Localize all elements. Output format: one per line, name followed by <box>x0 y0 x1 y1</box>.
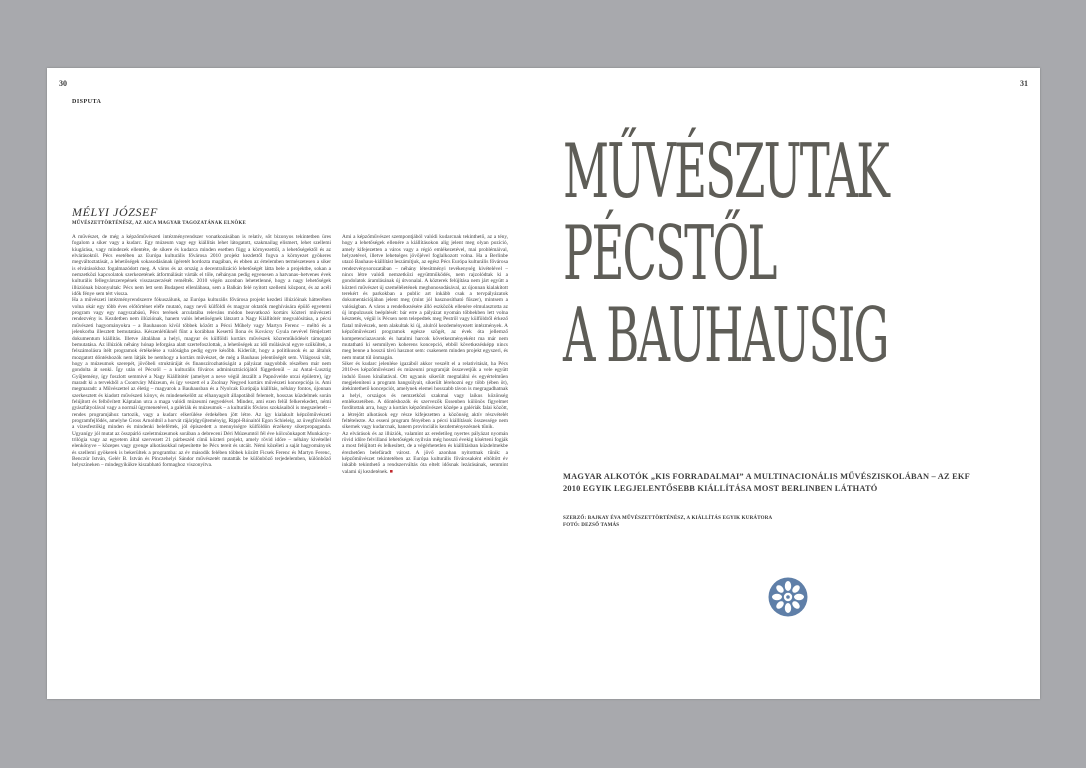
title-line: MŰVÉSZUTAK <box>563 127 889 215</box>
credits <box>563 515 863 529</box>
title-line: A BAUHAUSIG <box>563 291 888 379</box>
author-name: MÉLYI JÓZSEF <box>72 205 158 219</box>
article-subtitle: MAGYAR ALKOTÓK „KIS FORRADALMAI” A MULTINACIONÁLIS MŰVÉSZISKOLÁBAN – AZ EKF 2010 EGYIK LEGJELENTŐSEBB KIÁLLÍTÁSA MOST BERLINBEN LÁTHATÓ <box>563 472 970 493</box>
folk-floral-emblem-icon <box>768 577 808 617</box>
magazine-spread <box>47 68 1040 699</box>
section-label: DISPUTA <box>72 99 102 105</box>
column-2-paragraph: Ami a képzőművészet szempontjából valódi kudarcnak tekinthető, az a tény, hogy a lehetőségek ellenére a kiállításokon alig jelent meg olyan pozíció, amely kifejezetten a város vagy a régió emlékezetével, mai problémáival, helyzetével, illetve lehetséges jövőjével foglalkozott volna. Ha a Berlinbe utazó Bauhaus-kiállítást leszámítjuk, az egész Pécs Európa kulturális fővárosa rendezvénysorozatában – néhány létesítményi tevékenység kivételével – nincs létre valódi nemzetközi együttműködés, nem rajzolódtak ki a gondolatok áramlásának új útvonalai. A közterek felújítása nem járt együtt a közteri művészet új személéletének meghonosodásával, az újonnan kialakított terekért és parkokban a public art inkább csak a tervpályázatok dokumentációjában jelent meg (mint jól hasznosítható fűszer), mintsem a valóságban. A város a rendelkezésére álló eszközök ellenére elmulasztotta az új impulzusok beépítését: bár erre a pályázat nyomán többekben lett volna késztetés, végül is Pécsen nem telepedtek meg Pestről vagy külföldről érkező fiatal művészek, nem alakultak ki új, alulról kezdeményezett intézmények. A képzőművészeti programok egésze szögét, az évek óta jellemző kompetenciazavarok és hatalmi harcok következményeként ma már nem mutatható ki semmilyen koherens koncepció, ebből következésképp nincs meg benne a hosszú távú hasznot sem: csakenem minden projekt egyszeri, és nem mutat túl önmagán. <box>342 234 508 361</box>
author-role: MŰVÉSZETTÖRTÉNÉSZ, AZ AICA MAGYAR TAGOZATÁNAK ELNÖKE <box>72 221 246 226</box>
title-line: PÉCSTŐL <box>563 209 776 297</box>
article-column-1 <box>72 234 331 664</box>
article-column-2 <box>342 234 508 671</box>
end-mark-icon: ■ <box>389 468 393 475</box>
column-2-paragraph <box>342 431 508 475</box>
article-title <box>563 127 889 379</box>
credit-photo: FOTÓ: DEZSŐ TAMÁS <box>563 523 620 528</box>
credit-author: SZERZŐ: BAJKAY ÉVA MŰVÉSZETTÖRTÉNÉSZ, A KIÁLLÍTÁS EGYIK KURÁTORA <box>563 516 773 521</box>
column-1-paragraph: Ha a művészeti intézményrendszerre fókuszálunk, az Európa kulturális fővárosa projekt kezdeti illúzióinak hátterében volna okár egy több éves előtörténet eléfe mutató, nagy nevű külföldi és magyar oktatók meghívására épülő egyetemi program vagy egy nagyszabású, Pécs terének arculatába releváns módon beavatkozó kortárs közteri művészeti rendezvény is. Kezdetben nem illúziónak, hanem valós lehetőségnek látszott a Nagy Kiállítótér megvalósítása, a pécsi művészeti hagyományokra – a Bauhauson kívül többek között a Pécsi Műhely vagy Martyn Ferenc – méltó és a jelenkorba illesztett bemutatása. Készenlétüknél fűnt a korábban Kesertű Ilona és Kovácsy Gyula nevével fémjelzett dokumentum kiállítás. Illetve általában a helyi, magyar és külföldi kortárs művészek közreműködését támogató bemutatása. Az illúziók néhány hónap leforgása alatt szertefoszlottak, a lehetőségek az idő múlásával egyre szűkültek, a felszámolásra ítélt programok értékelése a valóságba pedig egyre később. Kiderült, hogy a politikusok és az általuk mozgatott döntéshozók nem látják be nemhogy a kortárs művészet, de még a Bauhaus jelentőségét sem. Világossá vált, hogy a múzeumok szerepét, jövőbeli struktúráját és finanszírozhatóságát a pályázat nagyobbik részében már nem gondolta át senki. Így után el Pécsről – a kulturális főváros adminisztrációjától függetlenül – az Antal–Lusztig Gyűjtemény, így foszlott semmivé a Nagy Kiállítótér (amelyet a neve végül átszállt a Papnövelde utcai épületre), így maradt ki a tervekből a Csontváry Múzeum, és így veszett el a Zsolnay Negyed kortárs művészeti koncepciója is. Ami megmaradt: a Művészettel az életig – magyarok a Bauhausban és a Nyolcak Európája kiállítás, néhány fontos, újonnan szerkesztett és kiadott művészeti könyv, és mindenekelőtt az elhanyagolt állapotából felemelt, hosszas küzdelmek során felújított és felbővített Káptalan utca a maga valódi múzeumi negyedével. Mindez, ami ezen felül felkerekedett, némi gyászfátyolával vagy a normál ügymenetével, a galériák és múzeumok – a kulturális főváros szokásaiból is megszeletelt – rendes programjához tartozik, vagy a kudarc elkerülése érdekében jött létre. Az így kialakult képzőművészeti programfejlődés, amelyhe Gross Arnoldtól a horvát rájárjdgyűjteményig, Rippl-Rónaitól Egon Schieleig, az üvegfúvóktól a vízesfestőkig minden és mindenki belefértek, jól épíszedett a mennyiségre külföldön érzékeny sikerpropaganda. Ugyanígy jól mutat az összpárló szeletmúzeumok sorában a debreceni Déri Múzeumtól fél éve kölcsönkapott Munkácsy-trilógia vagy az egyetem által szervezett 21 párbeszéd című közteri projekt, amely rövid időre – néhány kivétellel elenkönyve – közepes vagy gyenge alkotásokkal népesítette be Pécs tereit és utcáit. Némi közéleti a saját hagyományok és szellemi gyökerek is bekerültek a programba: az év második felében többek között Ficsek Ferenc és Martyn Ferenc, Benczúr István, Gelér B. István és Pinczehelyi Sándor művészetét mutatták be különböző terjedelemben, különböző helyszíneken – mindegyikükre kiszabható formaghoz viszonyítva. <box>72 297 331 469</box>
page-number-right: 31 <box>1020 79 1028 88</box>
page-number-left: 30 <box>59 79 67 88</box>
column-2-paragraph-text: Az elvárások és az illúziók, valamint az eredetileg nyertes pályázat nyomán rövid időre felvillanó lehetőségek nyilván még hosszú évekig kísérteni fogják a most felújított és lelkesített, de a végérhetetlen és kiállításban küzdelmekbe érezhetően belefáradt várost. A jövő azonban nyitottnak tűnik: a képzőművészet tekintetében az Európa kulturális fővárosaként eltöltött év inkább tekinthető a rendszerváltás óta eltelt idősnak lezárásának, semmint valami új kezdetének. <box>342 430 508 475</box>
column-1-paragraph: A művészet, de még a képzőművészeti intézményrendszer vonatkozásában is relatív, sőt bizonyos tekintetben üres fogalom a siker vagy a kudarc. Egy múzeum vagy egy kiállítás lehet látogatott, szakmailag elismert, lehet szellemi kíugárása, vagy mindezek ellentéte, de sikere és kudarca minden esetben függ a környezettől, a lehetőségektől és az elvárásoktól. Pécs esetében az Európa kulturális fővárosa 2010 projekt kezdettől fogva a környezet gyökeres megváltoztatását, a lehetőségek sokasodásának ígéretét hordozta magában, és ebben az értelemben természetesen a siker is elvárásokhoz fogalmazódott meg. A város és az ország a decentralizáció lehetőségét látta bele a projektbe, sokan a nemzetközi kapcsolatok szerkezetének átformálását várták el tőle, néhányan pedig egyenesen a hatvanas–hetvenes évek kulturális fellegvárszerepének visszaszerzését remélték. 2010 végén azonban lehetetlenné, hogy a nagy lehetőségek illúziónak bizonyultak: Pécs nem lett sem Budapest ellenlábasa, sem a Balkán felé nyitott szellemi központ, és az acéli idők fénye sem tért vissza. <box>72 234 331 298</box>
column-2-paragraph: Siker és kudarc jelenlése igazából akkor veszélt el a relativitását, ha Pécs 2010-es képzőművészeti és múzeumi programját összevetjük a vele együtt induló Essen kínálatával. Ott ugyanis sikerült megtalálni és egyértelműen megjeleníteni a program hangsúlyait, sikerült lérehozni egy több (ében öt), átekintethető koncepciót, amelynek elemei hosszabb távon is megragadhatnak a helyi, országos és nemzetközi szakmai vagy laikus közönség emlékezetében. A döntéshozók és szervezők Essenben különös figyelmet fordítottak arra, hogy a kortárs képzőművészet középe a galériák falai között, a létrejött alkotások egy része kifejezetten a közönség aktív részvételét feltételezte. Az esseni program fényében a pécsi kiállítások összessége nem sikernek vagy kudarcnak, hanem provinciális kezdeményezésnek tűnik. <box>342 360 508 431</box>
